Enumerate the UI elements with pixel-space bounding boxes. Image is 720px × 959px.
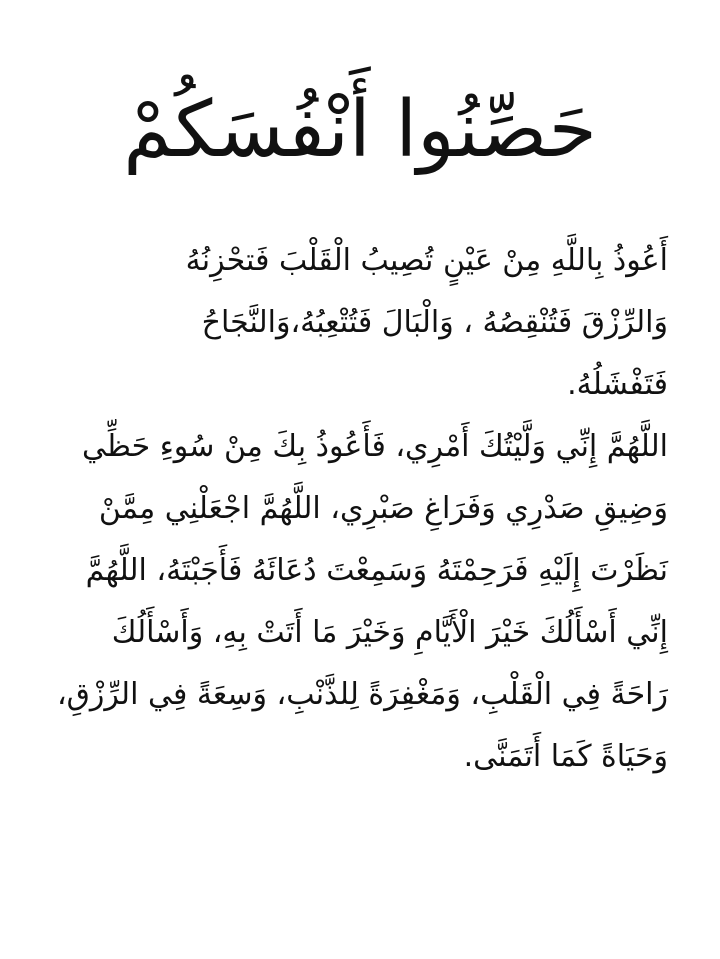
text-line: إِنِّي أَسْأَلُكَ خَيْرَ الْأَيَّامِ وَخَيْرَ مَا أَتَتْ بِهِ، وَأَسْأَلُكَ <box>111 615 668 650</box>
text-line: وَالرِّزْقَ فَتُنْقِصُهُ ، وَالْبَالَ فَتُتْعِبُهُ،وَالنَّجَاحُ <box>201 305 668 340</box>
text-line: وَضِيقِ صَدْرِي وَفَرَاغِ صَبْرِي، اللَّهُمَّ اجْعَلْنِي مِمَّنْ <box>98 491 668 526</box>
text-line: أَعُوذُ بِاللَّهِ مِنْ عَيْنٍ تُصِيبُ الْقَلْبَ فَتحْزِنُهُ <box>185 243 668 278</box>
text-line: اللَّهُمَّ إِنِّي وَلَّيْتُكَ أَمْرِي، فَأَعُوذُ بِكَ مِنْ سُوءِ حَظِّي <box>82 429 668 464</box>
dua-text <box>56 230 668 788</box>
paragraph-1 <box>68 230 668 416</box>
paragraph-2 <box>56 416 668 788</box>
text-line: فَتَفْشَلُهُ. <box>567 367 668 402</box>
text-line: وَحَيَاةً كَمَا أَتَمَنَّى. <box>463 739 668 774</box>
text-line: نَظَرْتَ إِلَيْهِ فَرَحِمْتَهُ وَسَمِعْتَ دُعَائَهُ فَأَجَبْتَهُ، اللَّهُمَّ <box>85 553 668 588</box>
text-line: رَاحَةً فِي الْقَلْبِ، وَمَغْفِرَةً لِلذَّنْبِ، وَسِعَةً فِي الرِّزْقِ، <box>56 677 668 712</box>
page-title: حَصِّنُوا أَنْفُسَكُمْ <box>123 85 597 175</box>
